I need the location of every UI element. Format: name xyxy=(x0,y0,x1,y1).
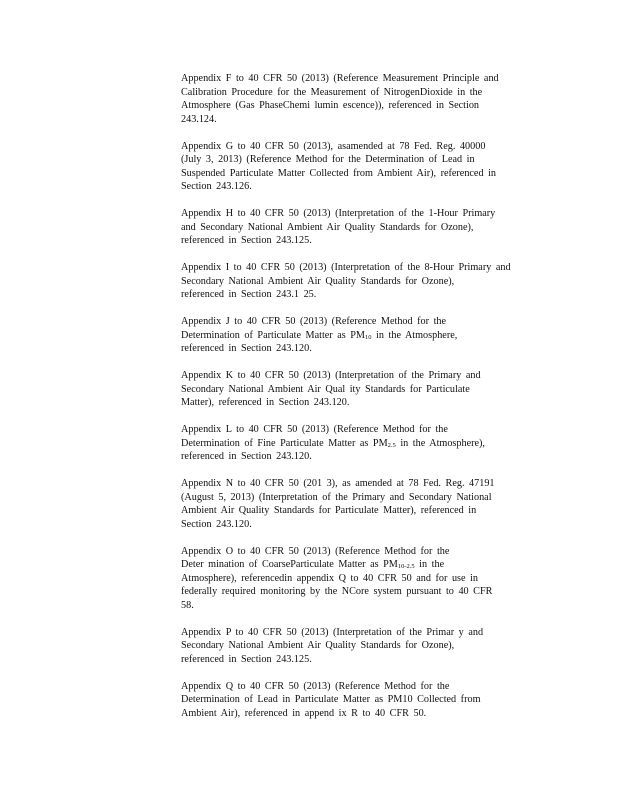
appendix-i-entry xyxy=(181,261,537,302)
entry-line: Appendix I to 40 CFR 50 (2013) (Interpretation of the 8-Hour Primary and xyxy=(181,262,511,273)
subscript: 2.5 xyxy=(387,441,396,449)
entry-line-text: in the xyxy=(414,559,445,570)
entry-line xyxy=(181,329,537,343)
appendix-o-entry xyxy=(181,545,537,613)
entry-line: Appendix P to 40 CFR 50 (2013) (Interpretation of the Primar y and xyxy=(181,626,484,638)
entry-line: Appendix N to 40 CFR 50 (201 3), as amended at 78 Fed. Reg. 47191 xyxy=(181,478,495,489)
entry-line-text: in the Atmosphere, xyxy=(371,329,458,341)
entry-line: Determination of Lead in Particulate Matter as PM10 Collected from xyxy=(181,694,481,705)
entry-line: Section 243.120. xyxy=(181,518,252,530)
entry-line: Secondary National Ambient Air Quality Standards for Ozone), xyxy=(181,275,455,287)
entry-line: Appendix O to 40 CFR 50 (2013) (Reference Method for the xyxy=(181,545,450,557)
appendix-f-entry xyxy=(181,72,537,126)
entry-line: 243.124. xyxy=(181,113,217,125)
entry-line: Ambient Air), referenced in append ix R to 40 CFR 50. xyxy=(181,707,427,719)
entry-line: Appendix Q to 40 CFR 50 (2013) (Reference Method for the xyxy=(181,680,450,692)
appendix-k-entry xyxy=(181,369,537,410)
appendix-list xyxy=(181,72,537,734)
entry-line xyxy=(181,437,537,451)
entry-line: federally required monitoring by the NCore system pursuant to 40 CFR xyxy=(181,586,493,597)
entry-line: Ambient Air Quality Standards for Particulate Matter), referenced in xyxy=(181,505,477,516)
entry-line: referenced in Section 243.125. xyxy=(181,235,312,246)
appendix-g-entry xyxy=(181,140,537,194)
appendix-j-entry xyxy=(181,315,537,356)
entry-line: Appendix G to 40 CFR 50 (2013), asamended at 78 Fed. Reg. 40000 xyxy=(181,140,486,152)
entry-line: Appendix H to 40 CFR 50 (2013) (Interpretation of the 1-Hour Primary xyxy=(181,208,496,219)
entry-line: Atmosphere), referencedin appendix Q to 40 CFR 50 and for use in xyxy=(181,572,478,584)
entry-line-text: Deter mination of CoarseParticulate Matter as PM xyxy=(181,559,398,570)
entry-line: 58. xyxy=(181,599,194,611)
entry-line: Appendix K to 40 CFR 50 (2013) (Interpretation of the Primary and xyxy=(181,370,481,381)
appendix-n-entry xyxy=(181,477,537,531)
entry-line: Appendix F to 40 CFR 50 (2013) (Reference Measurement Principle and xyxy=(181,73,499,84)
entry-line: referenced in Section 243.120. xyxy=(181,343,312,354)
appendix-q-entry xyxy=(181,680,537,721)
entry-line: (July 3, 2013) (Reference Method for the Determination of Lead in xyxy=(181,154,475,165)
subscript: 10-2.5 xyxy=(397,563,415,570)
entry-line: referenced in Section 243.125. xyxy=(181,653,312,665)
entry-line: Secondary National Ambient Air Quality Standards for Ozone), xyxy=(181,640,455,651)
entry-line: Suspended Particulate Matter Collected from Ambient Air), referenced in xyxy=(181,167,497,179)
appendix-h-entry xyxy=(181,207,537,248)
appendix-p-entry xyxy=(181,626,537,667)
entry-line: Section 243.126. xyxy=(181,181,252,192)
entry-line: (August 5, 2013) (Interpretation of the Primary and Secondary National xyxy=(181,491,492,503)
entry-line-text: Determination of Fine Particulate Matter as PM xyxy=(181,437,388,449)
entry-line xyxy=(181,558,537,572)
entry-line: Appendix L to 40 CFR 50 (2013) (Reference Method for the xyxy=(181,424,448,435)
entry-line-text: in the Atmosphere), xyxy=(395,437,485,449)
entry-line: Appendix J to 40 CFR 50 (2013) (Reference Method for the xyxy=(181,316,447,327)
subscript: 10 xyxy=(365,333,372,341)
entry-line: Atmosphere (Gas PhaseChemi lumin escence)), referenced in Section xyxy=(181,100,480,111)
entry-line: and Secondary National Ambient Air Quality Standards for Ozone), xyxy=(181,221,474,233)
entry-line-text: Determination of Particulate Matter as PM xyxy=(181,329,365,341)
entry-line: Calibration Procedure for the Measurement of NitrogenDioxide in the xyxy=(181,86,483,98)
appendix-l-entry xyxy=(181,423,537,464)
entry-line: referenced in Section 243.1 25. xyxy=(181,289,317,300)
entry-line: referenced in Section 243.120. xyxy=(181,451,312,462)
entry-line: Matter), referenced in Section 243.120. xyxy=(181,397,350,408)
entry-line: Secondary National Ambient Air Qual ity Standards for Particulate xyxy=(181,383,470,395)
